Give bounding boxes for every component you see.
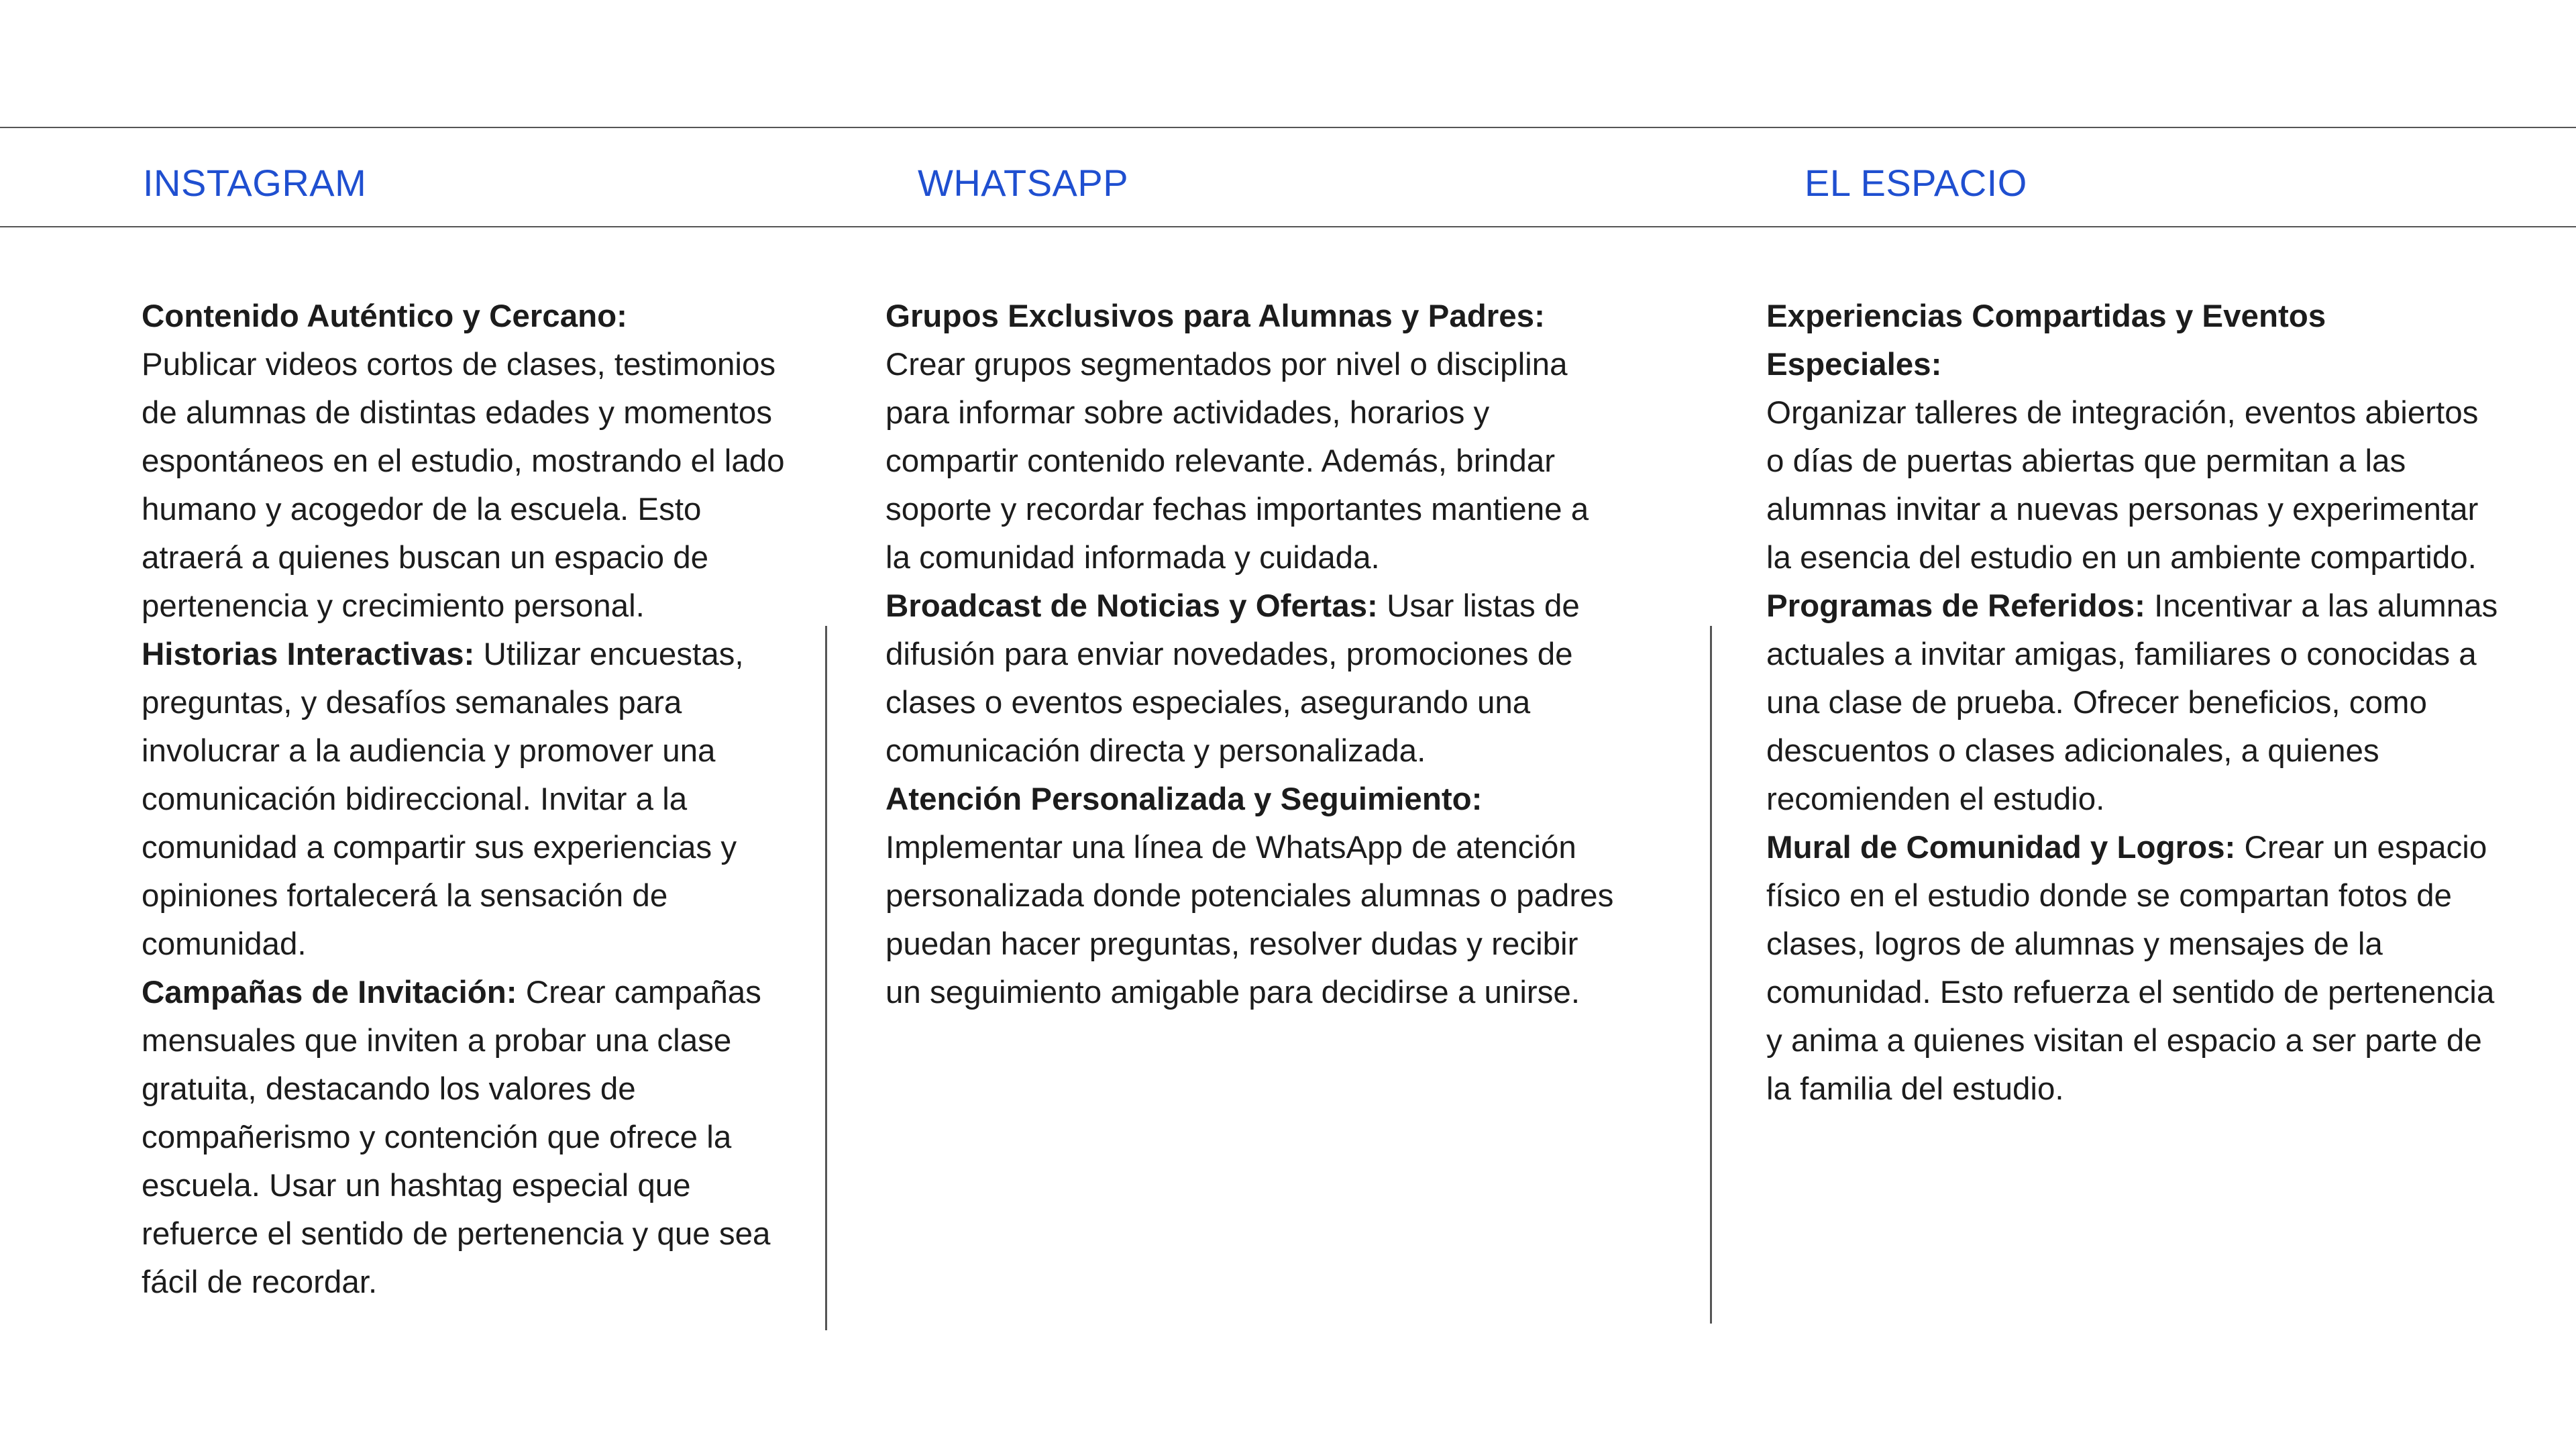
column-instagram bbox=[142, 292, 799, 1307]
entry-title: Broadcast de Noticias y Ofertas: bbox=[885, 588, 1378, 624]
entry-title: Grupos Exclusivos para Alumnas y Padres: bbox=[885, 299, 1545, 334]
column-divider-1 bbox=[825, 626, 827, 1330]
entry-text: Crear un espacio físico en el estudio donde se compartan fotos de clases, logros de alumnas y mensajes de la comunidad. Esto refuerza el sentido de pertenencia y anima a quienes visitan el espacio a ser parte de la familia del estudio. bbox=[1766, 830, 2495, 1107]
entry-broadcast-noticias bbox=[885, 582, 1620, 775]
column-divider-2 bbox=[1710, 626, 1712, 1324]
entry-text: Crear grupos segmentados por nivel o disciplina para informar sobre actividades, horarios y compartir contenido relevante. Además, brindar soporte y recordar fechas importantes mantiene a la comunidad informada y cuidada. bbox=[885, 347, 1589, 576]
entry-title: Programas de Referidos: bbox=[1766, 588, 2145, 624]
entry-title: Campañas de Invitación: bbox=[142, 975, 517, 1010]
entry-text: Incentivar a las alumnas actuales a invitar amigas, familiares o conocidas a una clase de prueba. Ofrecer beneficios, como descuentos o clases adicionales, a quienes recomienden el estudio. bbox=[1766, 588, 2498, 817]
column-el-espacio bbox=[1766, 292, 2504, 1114]
entry-atencion-personalizada bbox=[885, 775, 1620, 1017]
header-top-rule bbox=[0, 127, 2576, 128]
entry-contenido-autentico bbox=[142, 292, 799, 631]
heading-whatsapp: WHATSAPP bbox=[918, 162, 1129, 204]
entry-experiencias-compartidas bbox=[1766, 292, 2504, 582]
entry-title: Historias Interactivas: bbox=[142, 637, 475, 672]
entry-grupos-exclusivos bbox=[885, 292, 1620, 582]
entry-text: Utilizar encuestas, preguntas, y desafíos semanales para involucrar a la audiencia y promover una comunicación bidireccional. Invitar a la comunidad a compartir sus experiencias y opiniones fortalecerá la sensación de comunidad. bbox=[142, 637, 744, 962]
entry-text: Usar listas de difusión para enviar novedades, promociones de clases o eventos especiales, asegurando una comunicación directa y personalizada. bbox=[885, 588, 1580, 769]
entry-historias-interactivas bbox=[142, 631, 799, 969]
entry-text: Crear campañas mensuales que inviten a probar una clase gratuita, destacando los valores de compañerismo y contención que ofrece la escuela. Usar un hashtag especial que refuerce el sentido de pertenencia y que sea fácil de recordar. bbox=[142, 975, 771, 1300]
entry-title: Experiencias Compartidas y Eventos Especiales: bbox=[1766, 299, 2326, 382]
entry-text: Implementar una línea de WhatsApp de atención personalizada donde potenciales alumnas o padres puedan hacer preguntas, resolver dudas y recibir un seguimiento amigable para decidirse a unirse. bbox=[885, 830, 1614, 1010]
entry-programas-referidos bbox=[1766, 582, 2504, 824]
entry-campanas-invitacion bbox=[142, 969, 799, 1307]
heading-el-espacio: EL ESPACIO bbox=[1805, 162, 2027, 204]
entry-title: Mural de Comunidad y Logros: bbox=[1766, 830, 2236, 865]
header-bottom-rule bbox=[0, 226, 2576, 227]
entry-title: Contenido Auténtico y Cercano: bbox=[142, 299, 627, 334]
column-whatsapp bbox=[885, 292, 1620, 1017]
entry-text: Organizar talleres de integración, eventos abiertos o días de puertas abiertas que permitan a las alumnas invitar a nuevas personas y experimentar la esencia del estudio en un ambiente compartido. bbox=[1766, 395, 2479, 576]
entry-text: Publicar videos cortos de clases, testimonios de alumnas de distintas edades y momentos espontáneos en el estudio, mostrando el lado humano y acogedor de la escuela. Esto atraerá a quienes buscan un espacio de pertenencia y crecimiento personal. bbox=[142, 347, 785, 624]
entry-mural-comunidad bbox=[1766, 824, 2504, 1114]
entry-title: Atención Personalizada y Seguimiento: bbox=[885, 782, 1483, 817]
heading-instagram: INSTAGRAM bbox=[143, 162, 367, 204]
